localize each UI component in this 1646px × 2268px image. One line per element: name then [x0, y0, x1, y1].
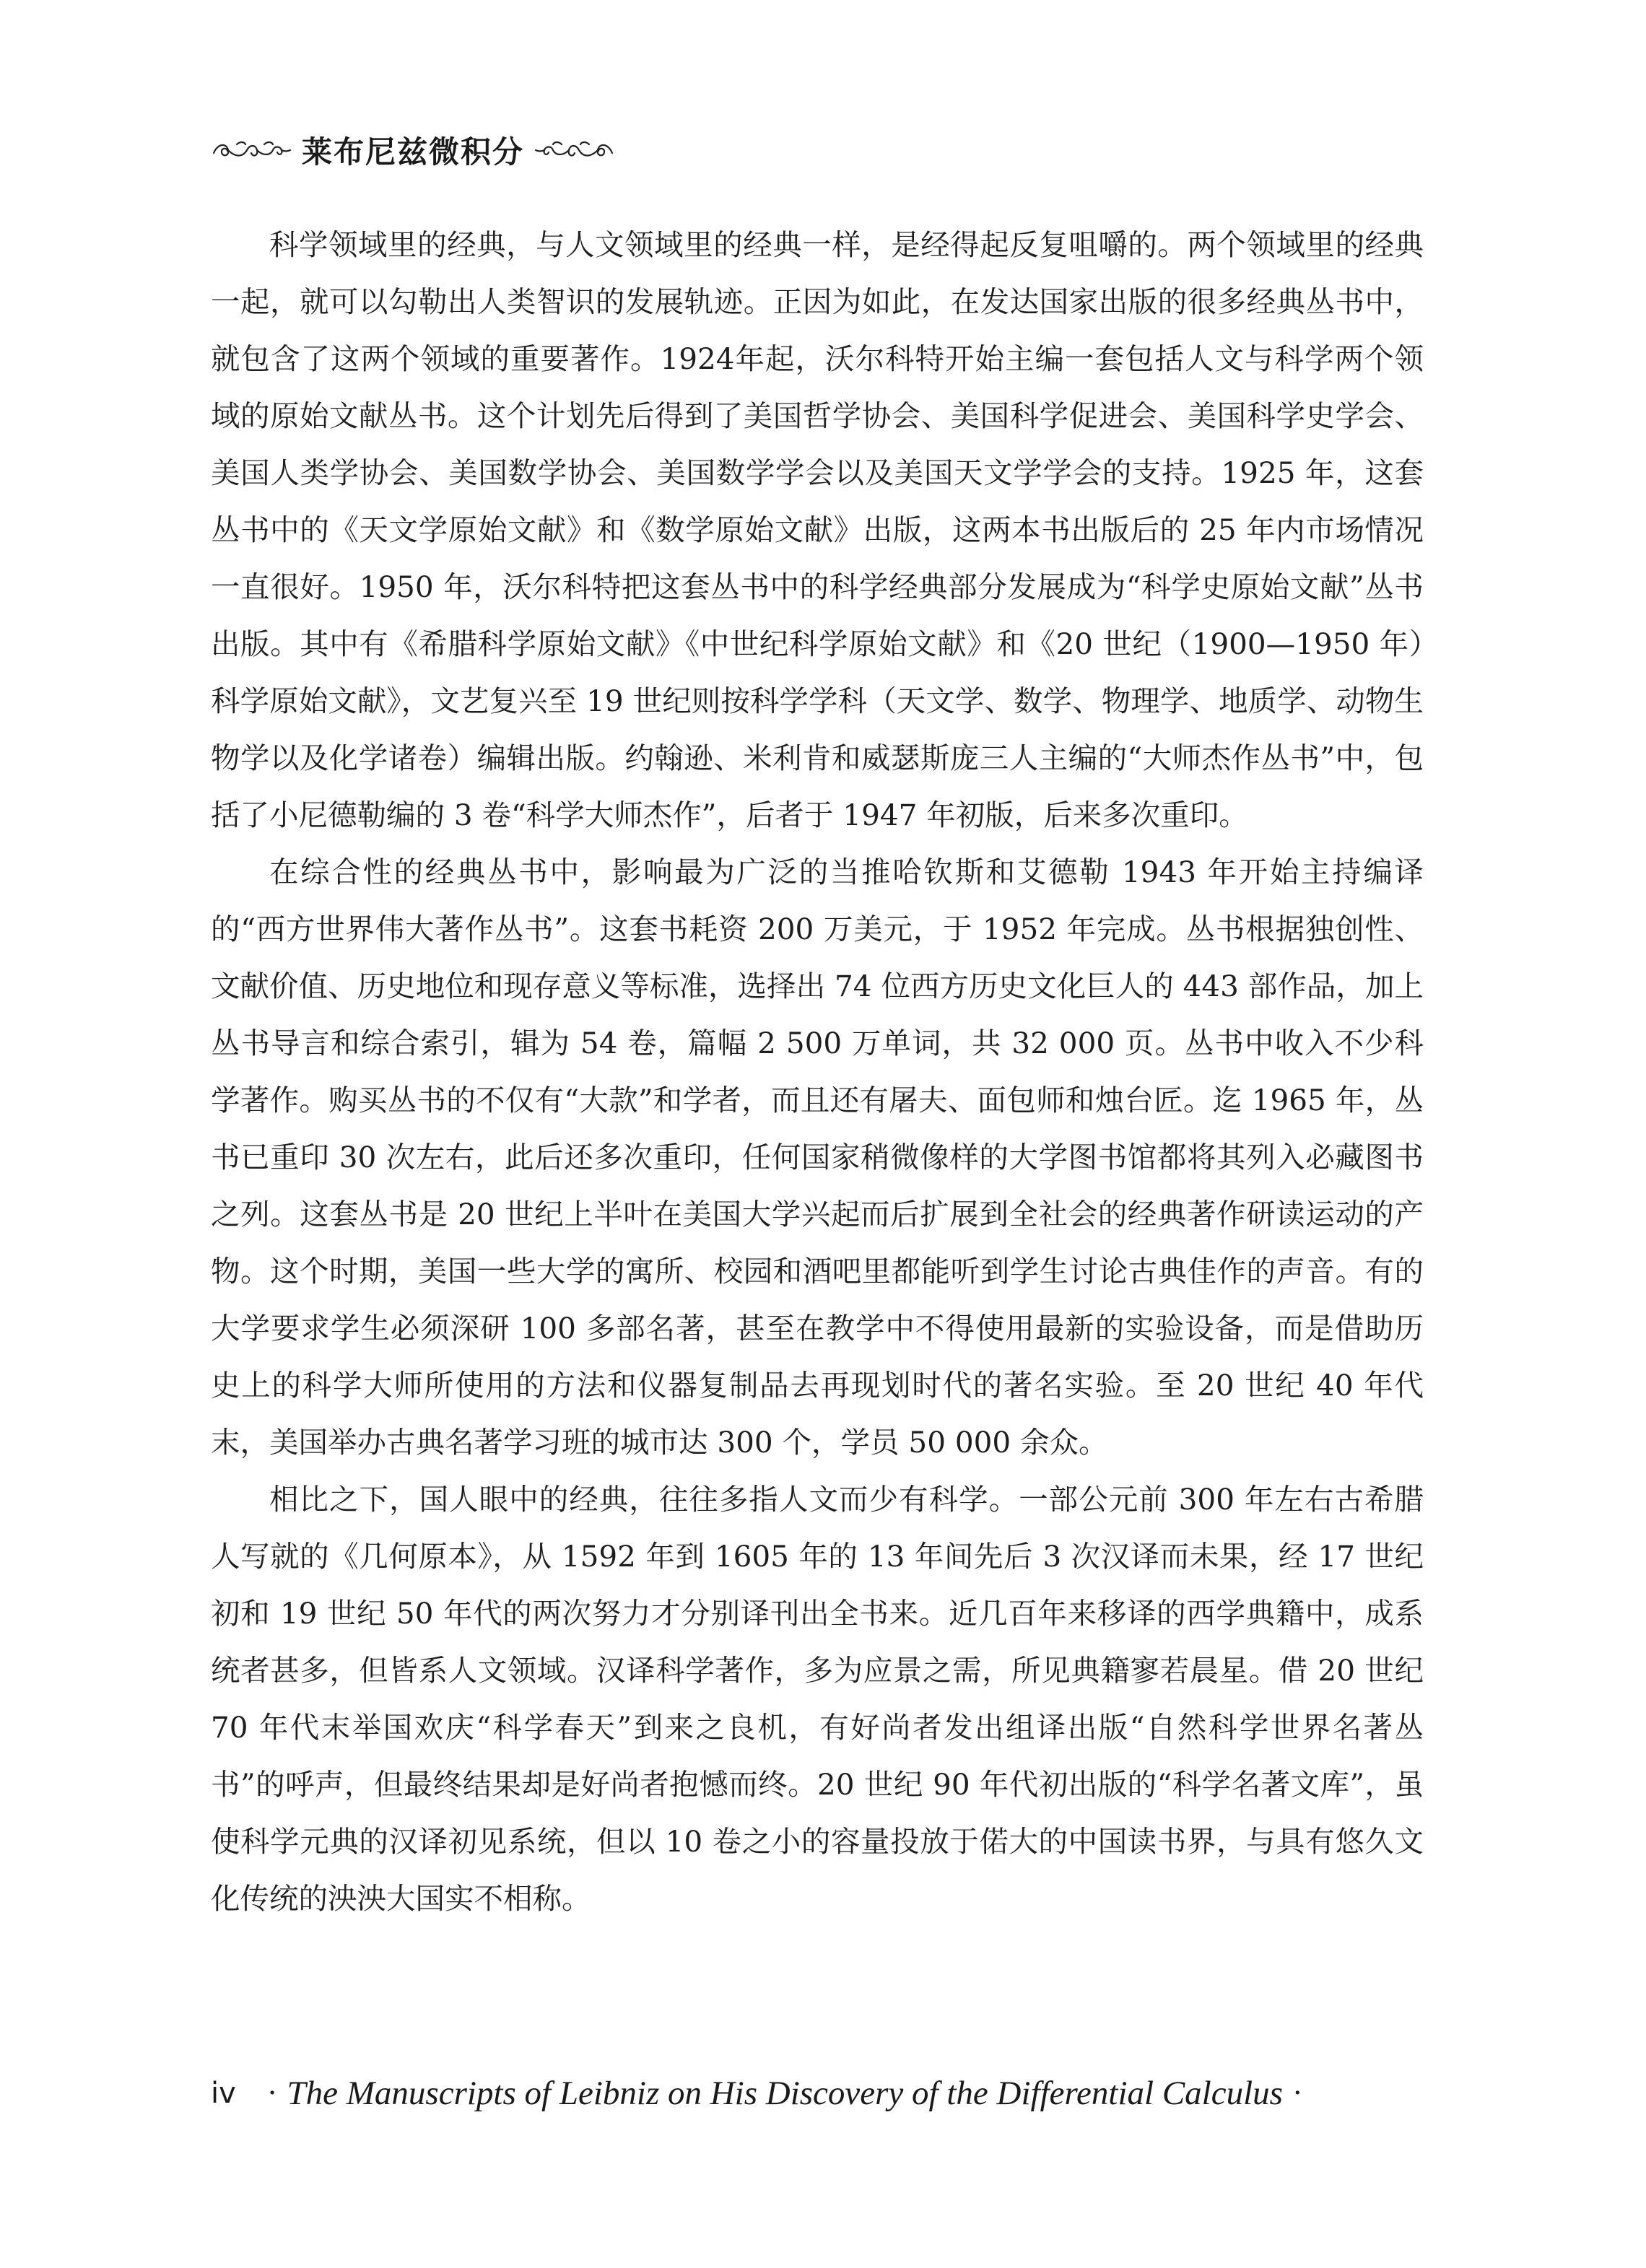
paragraph: 相比之下，国人眼中的经典，往往多指人文而少有科学。一部公元前 300 年左右古希腊人写就的《几何原本》，从 1592 年到 1605 年的 13 年间先后 3 次汉译而未果，经 17 世纪初和 19 世纪 50 年代的两次努力才分别译刊出全书来。近几百年来移译的西学典籍中，成系统者甚多，但皆系人文领域。汉译科学著作，多为应景之需，所见典籍寥若晨星。借 20 世纪 70 年代末举国欢庆“科学春天”到来之良机，有好尚者发出组译出版“自然科学世界名著丛书”的呼声，但最终结果却是好尚者抱憾而终。20 世纪 90 年代初出版的“科学名著文库”，虽使科学元典的汉译初见系统，但以 10 卷之小的容量投放于偌大的中国读书界，与具有悠久文化传统的泱泱大国实不相称。: [211, 1482, 1424, 1916]
running-header: [211, 128, 615, 172]
book-title: The Manuscripts of Leibniz on His Discovery of the Differential Calculus: [287, 2075, 1283, 2112]
running-header-title: 莱布尼兹微积分: [302, 134, 525, 170]
body-text: [211, 217, 1424, 1927]
left-flourish-icon: [211, 137, 292, 163]
footer-bullet-right: ·: [1292, 2077, 1302, 2110]
paragraph: 科学领域里的经典，与人文领域里的经典一样，是经得起反复咀嚼的。两个领域里的经典一起，就可以勾勒出人类智识的发展轨迹。正因为如此，在发达国家出版的很多经典丛书中，就包含了这两个领域的重要著作。1924年起，沃尔科特开始主编一套包括人文与科学两个领域的原始文献丛书。这个计划先后得到了美国哲学协会、美国科学促进会、美国科学史学会、美国人类学协会、美国数学协会、美国数学学会以及美国天文学学会的支持。1925 年，这套丛书中的《天文学原始文献》和《数学原始文献》出版，这两本书出版后的 25 年内市场情况一直很好。1950 年，沃尔科特把这套丛书中的科学经典部分发展成为“科学史原始文献”丛书出版。其中有《希腊科学原始文献》《中世纪科学原始文献》和《20 世纪（1900—1950 年）科学原始文献》，文艺复兴至 19 世纪则按科学学科（天文学、数学、物理学、地质学、动物生物学以及化学诸卷）编辑出版。约翰逊、米利肯和威瑟斯庞三人主编的“大师杰作丛书”中，包括了小尼德勒编的 3 卷“科学大师杰作”，后者于 1947 年初版，后来多次重印。: [211, 227, 1424, 832]
right-flourish-icon: [534, 137, 615, 163]
paragraph: 在综合性的经典丛书中，影响最为广泛的当推哈钦斯和艾德勒 1943 年开始主持编译的“西方世界伟大著作丛书”。这套书耗资 200 万美元，于 1952 年完成。丛书根据独创性、文献价值、历史地位和现存意义等标准，选择出 74 位西方历史文化巨人的 443 部作品，加上丛书导言和综合索引，辑为 54 卷，篇幅 2 500 万单词，共 32 000 页。丛书中收入不少科学著作。购买丛书的不仅有“大款”和学者，而且还有屠夫、面包师和烛台匠。迄 1965 年，丛书已重印 30 次左右，此后还多次重印，任何国家稍微像样的大学图书馆都将其列入必藏图书之列。这套丛书是 20 世纪上半叶在美国大学兴起而后扩展到全社会的经典著作研读运动的产物。这个时期，美国一些大学的寓所、校园和酒吧里都能听到学生讨论古典佳作的声音。有的大学要求学生必须深研 100 多部名著，甚至在教学中不得使用最新的实验设备，而是借助历史上的科学大师所使用的方法和仪器复制品去再现划时代的著名实验。至 20 世纪 40 年代末，美国举办古典名著学习班的城市达 300 个，学员 50 000 余众。: [211, 855, 1424, 1460]
footer-bullet-left: ·: [267, 2077, 277, 2110]
page-number: iv: [211, 2077, 236, 2110]
running-footer: [211, 2070, 1302, 2116]
